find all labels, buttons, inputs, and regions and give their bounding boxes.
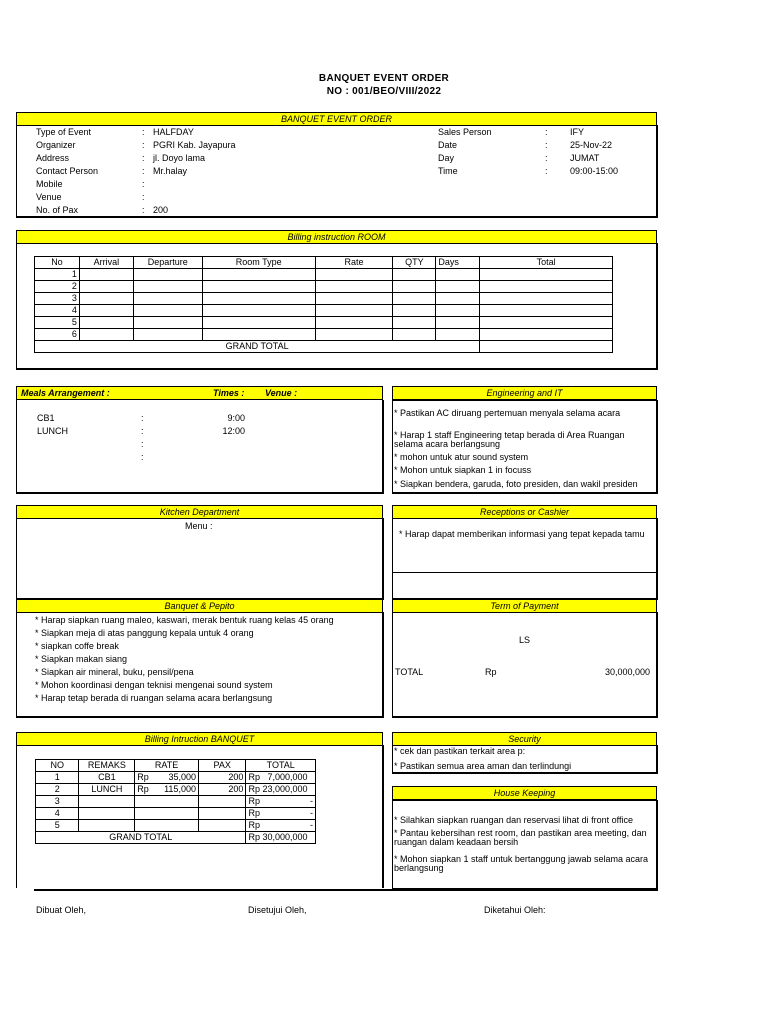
room-column-header: Total xyxy=(480,257,613,269)
note-line: selama acara berlangsung xyxy=(394,439,501,449)
beo-field-value: PGRI Kab. Jayapura xyxy=(153,140,236,150)
table-row xyxy=(35,293,613,305)
room-cell xyxy=(436,305,480,317)
kitchen-bar: Kitchen Department xyxy=(16,505,383,519)
room-cell xyxy=(79,329,133,341)
housekeeping-box xyxy=(392,800,658,890)
room-cell xyxy=(133,305,202,317)
room-cell xyxy=(202,269,315,281)
room-cell xyxy=(133,317,202,329)
room-cell xyxy=(315,269,393,281)
signature-approved-by: Disetujui Oleh, xyxy=(248,905,307,915)
table-row xyxy=(35,281,613,293)
note-line: * Mohon koordinasi dengan teknisi mengenai sound system xyxy=(35,680,273,690)
beo-field-label: Address xyxy=(36,153,70,163)
beo-field-label: Venue xyxy=(36,192,62,202)
document-number: NO : 001/BEO/VIII/2022 xyxy=(326,86,442,97)
room-cell xyxy=(79,305,133,317)
meals-arrangement-label: Meals Arrangement : xyxy=(21,388,110,398)
banquet-row-rp: Rp xyxy=(135,784,153,796)
table-row xyxy=(35,269,613,281)
room-cell xyxy=(480,293,613,305)
banquet-row-remaks xyxy=(79,796,135,808)
note-line: * Harap siapkan ruang maleo, kaswari, merak bentuk ruang kelas 45 orang xyxy=(35,615,334,625)
banquet-row-rate xyxy=(153,796,199,808)
room-cell xyxy=(436,329,480,341)
banquet-column-header: RATE xyxy=(135,760,199,772)
room-cell xyxy=(436,293,480,305)
meal-colon: : xyxy=(141,439,144,449)
meal-time: 12:00 xyxy=(222,426,245,436)
beo-field-value: 25-Nov-22 xyxy=(570,140,613,150)
reception-note: * Harap dapat memberikan informasi yang tepat kepada tamu xyxy=(399,529,645,539)
room-cell xyxy=(315,293,393,305)
room-cell xyxy=(436,317,480,329)
note-line: ruangan dalam keadaan bersih xyxy=(394,837,519,847)
room-row-number: 5 xyxy=(35,317,80,329)
room-table-header xyxy=(35,257,613,269)
room-cell xyxy=(133,281,202,293)
banquet-row-pax: 200 xyxy=(198,784,245,796)
table-row xyxy=(36,784,316,796)
room-cell xyxy=(79,281,133,293)
banquet-row-rate: 115,000 xyxy=(153,784,199,796)
banquet-row-rp xyxy=(135,820,153,832)
kitchen-box xyxy=(16,518,384,600)
table-row xyxy=(35,305,613,317)
banquet-row-rp: Rp xyxy=(135,772,153,784)
room-cell xyxy=(202,317,315,329)
room-cell xyxy=(393,281,436,293)
banquet-row-rate: 35,000 xyxy=(153,772,199,784)
note-line: * Siapkan meja di atas panggung kepala untuk 4 orang xyxy=(35,628,254,638)
room-cell xyxy=(436,281,480,293)
room-row-number: 3 xyxy=(35,293,80,305)
room-row-number: 6 xyxy=(35,329,80,341)
beo-details-box xyxy=(16,125,658,218)
room-cell xyxy=(202,329,315,341)
reception-divider xyxy=(393,572,657,573)
banquet-grand-total-row xyxy=(36,832,316,844)
note-line: * Harap 1 staff Engineering tetap berada di Area Ruangan xyxy=(394,430,625,440)
beo-field-colon: : xyxy=(142,179,145,189)
room-cell xyxy=(133,293,202,305)
room-row-number: 4 xyxy=(35,305,80,317)
room-cell xyxy=(393,293,436,305)
note-line: * Silahkan siapkan ruangan dan reservasi lihat di front office xyxy=(394,815,633,825)
banquet-column-header: NO xyxy=(36,760,79,772)
beo-field-label: Time xyxy=(438,166,458,176)
room-cell xyxy=(393,317,436,329)
room-cell xyxy=(133,269,202,281)
signature-known-by: Diketahui Oleh: xyxy=(484,905,546,915)
housekeeping-bar: House Keeping xyxy=(392,786,657,800)
beo-field-value: Mr.halay xyxy=(153,166,188,176)
beo-field-label: Sales Person xyxy=(438,127,492,137)
banquet-row-pax: 200 xyxy=(198,772,245,784)
note-line: * Siapkan bendera, garuda, foto presiden, dan wakil presiden xyxy=(394,479,638,489)
room-cell xyxy=(393,329,436,341)
beo-field-label: Organizer xyxy=(36,140,76,150)
beo-field-value: IFY xyxy=(570,127,585,137)
banquet-billing-table xyxy=(35,759,316,844)
banquet-row-total: Rp 7,000,000 xyxy=(246,772,316,784)
room-column-header: Rate xyxy=(315,257,393,269)
room-row-number: 1 xyxy=(35,269,80,281)
beo-field-value: 09:00-15:00 xyxy=(570,166,619,176)
table-row xyxy=(35,329,613,341)
banquet-row-remaks xyxy=(79,820,135,832)
meal-colon: : xyxy=(141,413,144,423)
security-bar: Security xyxy=(392,732,657,746)
beo-field-label: No. of Pax xyxy=(36,205,79,215)
room-cell xyxy=(480,329,613,341)
room-cell xyxy=(480,269,613,281)
banquet-row-remaks: CB1 xyxy=(79,772,135,784)
banquet-row-no: 3 xyxy=(36,796,79,808)
beo-field-value: JUMAT xyxy=(570,153,600,163)
banquet-row-total: Rp - xyxy=(246,808,316,820)
security-box xyxy=(392,745,658,774)
meal-time: 9:00 xyxy=(227,413,245,423)
room-cell xyxy=(79,269,133,281)
meal-colon: : xyxy=(141,452,144,462)
banquet-row-no: 2 xyxy=(36,784,79,796)
room-billing-bar: Billing instruction ROOM xyxy=(16,230,657,244)
room-cell xyxy=(315,317,393,329)
banquet-column-header: REMAKS xyxy=(79,760,135,772)
note-line: * mohon untuk atur sound system xyxy=(394,452,529,462)
signature-divider xyxy=(34,889,658,891)
table-row xyxy=(36,808,316,820)
payment-total-label: TOTAL xyxy=(395,667,424,677)
beo-field-colon: : xyxy=(142,153,145,163)
room-grand-total-label: GRAND TOTAL xyxy=(35,341,480,353)
payment-amount: 30,000,000 xyxy=(604,667,650,677)
meal-name: CB1 xyxy=(37,413,55,423)
beo-field-label: Date xyxy=(438,140,458,150)
table-row xyxy=(36,796,316,808)
note-line: berlangsung xyxy=(394,863,444,873)
signature-made-by: Dibuat Oleh, xyxy=(36,905,87,915)
beo-field-label: Type of Event xyxy=(36,127,92,137)
note-line: * Pantau kebersihan rest room, dan pastikan area meeting, dan xyxy=(394,828,647,838)
banquet-row-rate xyxy=(153,808,199,820)
banquet-column-header: PAX xyxy=(198,760,245,772)
banquet-grand-total-label: GRAND TOTAL xyxy=(36,832,246,844)
room-cell xyxy=(480,317,613,329)
note-line: * Mohon siapkan 1 staff untuk bertanggung jawab selama acara xyxy=(394,854,648,864)
room-grand-total-value xyxy=(480,341,613,353)
room-cell xyxy=(79,317,133,329)
banquet-row-remaks: LUNCH xyxy=(79,784,135,796)
beo-field-colon: : xyxy=(142,192,145,202)
room-cell xyxy=(480,305,613,317)
table-row xyxy=(35,317,613,329)
room-column-header: Days xyxy=(436,257,480,269)
room-column-header: Departure xyxy=(133,257,202,269)
banquet-row-rp xyxy=(135,808,153,820)
room-cell xyxy=(393,305,436,317)
beo-field-value: 200 xyxy=(153,205,169,215)
room-cell xyxy=(79,293,133,305)
meal-colon: : xyxy=(141,426,144,436)
room-cell xyxy=(480,281,613,293)
beo-field-label: Day xyxy=(438,153,455,163)
room-column-header: Room Type xyxy=(202,257,315,269)
room-billing-table xyxy=(34,256,613,353)
table-row xyxy=(36,772,316,784)
payment-currency: Rp xyxy=(485,667,497,677)
banquet-row-pax xyxy=(198,820,245,832)
note-line: * cek dan pastikan terkait area p: xyxy=(394,746,526,756)
beo-field-colon: : xyxy=(545,166,548,176)
banquet-row-pax xyxy=(198,796,245,808)
engineering-bar: Engineering and IT xyxy=(392,386,657,400)
beo-field-colon: : xyxy=(142,127,145,137)
payment-box xyxy=(392,612,658,718)
kitchen-menu-label: Menu : xyxy=(185,521,213,531)
banquet-billing-bar: Billing Intruction BANQUET xyxy=(16,732,383,746)
beo-field-label: Contact Person xyxy=(36,166,99,176)
banquet-row-rate xyxy=(153,820,199,832)
banquet-bar: Banquet & Pepito xyxy=(16,599,383,613)
table-row xyxy=(36,820,316,832)
room-cell xyxy=(315,305,393,317)
beo-field-colon: : xyxy=(142,205,145,215)
banquet-box xyxy=(16,612,384,718)
room-cell xyxy=(202,305,315,317)
document-title: BANQUET EVENT ORDER xyxy=(318,73,450,84)
meals-bar xyxy=(16,386,383,400)
room-cell xyxy=(315,281,393,293)
room-cell xyxy=(133,329,202,341)
payment-bar: Term of Payment xyxy=(392,599,657,613)
meals-venue-label: Venue : xyxy=(265,388,298,398)
note-line: * Siapkan air mineral, buku, pensil/pena xyxy=(35,667,194,677)
banquet-row-no: 4 xyxy=(36,808,79,820)
engineering-box xyxy=(392,400,658,494)
beo-field-colon: : xyxy=(545,153,548,163)
meals-times-label: Times : xyxy=(213,388,245,398)
meal-name: LUNCH xyxy=(37,426,69,436)
note-line: * Pastikan AC diruang pertemuan menyala selama acara xyxy=(394,408,621,418)
room-column-header: Arrival xyxy=(79,257,133,269)
beo-field-value: jl. Doyo lama xyxy=(153,153,206,163)
room-column-header: No xyxy=(35,257,80,269)
banquet-row-remaks xyxy=(79,808,135,820)
note-line: * siapkan coffe break xyxy=(35,641,119,651)
banquet-row-total: Rp - xyxy=(246,796,316,808)
beo-field-colon: : xyxy=(545,140,548,150)
banquet-row-pax xyxy=(198,808,245,820)
note-line: * Siapkan makan siang xyxy=(35,654,128,664)
room-cell xyxy=(202,293,315,305)
payment-method: LS xyxy=(519,635,531,645)
room-column-header: QTY xyxy=(393,257,436,269)
banquet-grand-total-value: Rp 30,000,000 xyxy=(246,832,316,844)
room-cell xyxy=(436,269,480,281)
beo-section-bar: BANQUET EVENT ORDER xyxy=(16,112,657,126)
meals-box xyxy=(16,400,384,494)
banquet-row-no: 1 xyxy=(36,772,79,784)
banquet-row-no: 5 xyxy=(36,820,79,832)
banquet-table-header xyxy=(36,760,316,772)
beo-field-value: HALFDAY xyxy=(153,127,194,137)
beo-field-colon: : xyxy=(142,166,145,176)
room-row-number: 2 xyxy=(35,281,80,293)
note-line: * Harap tetap berada di ruangan selama acara berlangsung xyxy=(35,693,273,703)
beo-field-colon: : xyxy=(545,127,548,137)
room-cell xyxy=(202,281,315,293)
room-grand-total-row xyxy=(35,341,613,353)
banquet-row-total: Rp 23,000,000 xyxy=(246,784,316,796)
reception-bar: Receptions or Cashier xyxy=(392,505,657,519)
beo-field-label: Mobile xyxy=(36,179,63,189)
note-line: * Mohon untuk siapkan 1 in focuss xyxy=(394,465,532,475)
banquet-row-total: Rp - xyxy=(246,820,316,832)
banquet-row-rp xyxy=(135,796,153,808)
reception-box xyxy=(392,518,658,600)
room-cell xyxy=(393,269,436,281)
note-line: * Pastikan semua area aman dan terlindungi xyxy=(394,761,572,771)
banquet-column-header: TOTAL xyxy=(246,760,316,772)
room-cell xyxy=(315,329,393,341)
beo-field-colon: : xyxy=(142,140,145,150)
